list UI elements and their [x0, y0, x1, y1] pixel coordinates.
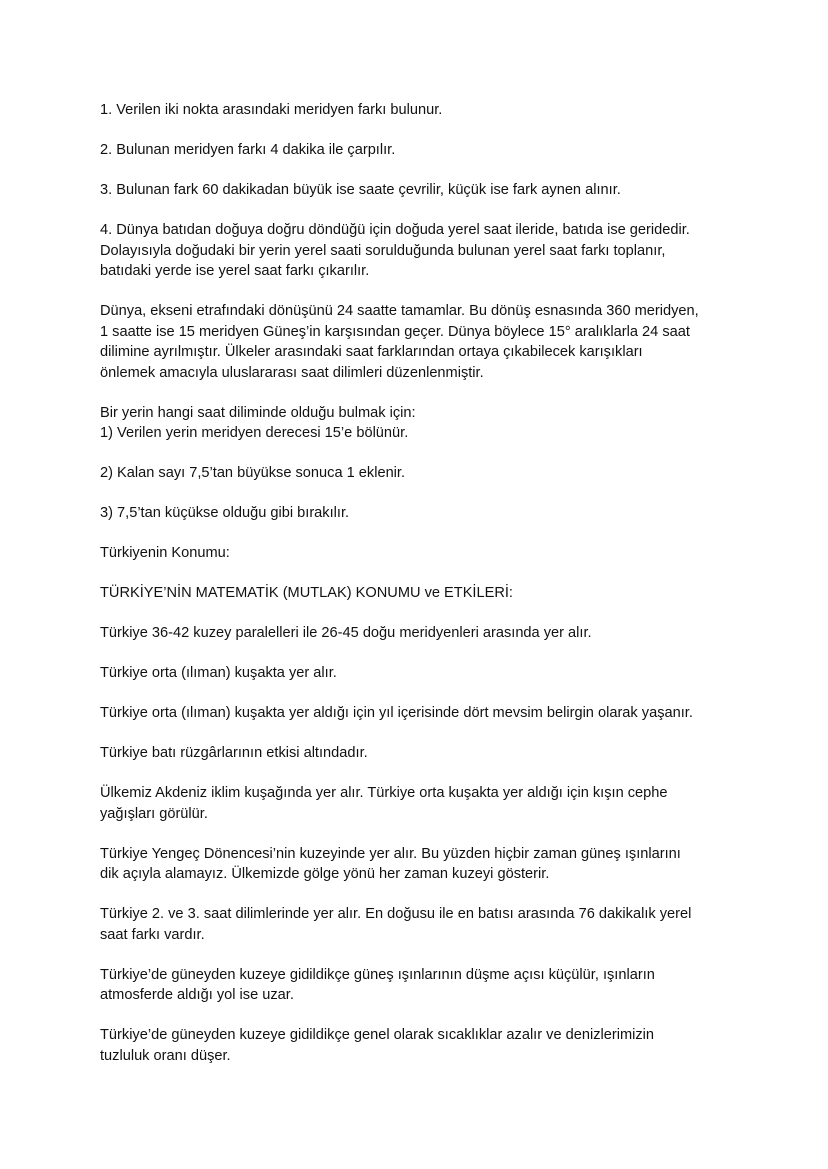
fact-paragraph: [100, 623, 740, 644]
section-heading: [100, 543, 740, 564]
text-line: 2) Kalan sayı 7,5’tan büyükse sonuca 1 eklenir.: [100, 465, 406, 481]
text-line: Türkiye’de güneyden kuzeye gidildikçe genel olarak sıcaklıklar azalır ve denizlerimizin: [100, 1027, 655, 1043]
text-line: Türkiye orta (ılıman) kuşakta yer alır.: [100, 665, 337, 681]
text-line: yağışları görülür.: [100, 805, 208, 822]
document-page: [100, 100, 740, 1086]
text-line: dilimine ayrılmıştır. Ülkeler arasındaki saat farklarından ortaya çıkabilecek karışıkları: [100, 344, 643, 360]
time-zones-paragraph: [100, 301, 740, 383]
text-line: Dünya, ekseni etrafındaki dönüşünü 24 saatte tamamlar. Bu dönüş esnasında 360 meridyen,: [100, 303, 699, 319]
fact-paragraph: [100, 965, 740, 1006]
text-line: Dolayısıyla doğudaki bir yerin yerel saati sorulduğunda bulunan yerel saat farkı toplanır,: [100, 242, 666, 259]
text-line: 4. Dünya batıdan doğuya doğru döndüğü için doğuda yerel saat ileride, batıda ise geridedir.: [100, 222, 690, 238]
text-line: 1 saatte ise 15 meridyen Güneş’in karşısından geçer. Dünya böylece 15° aralıklarla 24 saat: [100, 323, 690, 340]
text-line: 1. Verilen iki nokta arasındaki meridyen farkı bulunur.: [100, 102, 443, 118]
text-line: önlemek amacıyla uluslararası saat dilimleri düzenlenmiştir.: [100, 364, 484, 381]
text-line: 3. Bulunan fark 60 dakikadan büyük ise saate çevrilir, küçük ise fark aynen alınır.: [100, 182, 621, 198]
zone-step-2-paragraph: [100, 463, 740, 484]
text-line: Türkiye’de güneyden kuzeye gidildikçe güneş ışınlarının düşme açısı küçülür, ışınların: [100, 966, 655, 983]
text-line: atmosferde aldığı yol ise uzar.: [100, 987, 294, 1003]
step-4-paragraph: [100, 220, 740, 282]
fact-paragraph: [100, 703, 740, 724]
text-line: 2. Bulunan meridyen farkı 4 dakika ile çarpılır.: [100, 142, 396, 158]
text-line: dik açıyla alamayız. Ülkemizde gölge yönü her zaman kuzeyi gösterir.: [100, 866, 550, 882]
step-1-paragraph: [100, 100, 740, 121]
step-3-paragraph: [100, 180, 740, 201]
text-line: Türkiye Yengeç Dönencesi’nin kuzeyinde yer alır. Bu yüzden hiçbir zaman güneş ışınlarını: [100, 845, 681, 862]
text-line: Türkiyenin Konumu:: [100, 545, 230, 561]
text-line: Türkiye batı rüzgârlarının etkisi altındadır.: [100, 745, 368, 761]
text-line: Türkiye orta (ılıman) kuşakta yer aldığı için yıl içerisinde dört mevsim belirgin olarak yaşanır.: [100, 705, 693, 721]
fact-paragraph: [100, 1025, 740, 1066]
fact-paragraph: [100, 663, 740, 684]
text-line: TÜRKİYE’NİN MATEMATİK (MUTLAK) KONUMU ve ETKİLERİ:: [100, 585, 513, 601]
fact-paragraph: [100, 743, 740, 764]
step-2-paragraph: [100, 140, 740, 161]
fact-paragraph: [100, 844, 740, 885]
text-line: 1) Verilen yerin meridyen derecesi 15’e bölünür.: [100, 425, 409, 441]
text-line: batıdaki yerde ise yerel saat farkı çıkarılır.: [100, 263, 370, 279]
text-line: 3) 7,5’tan küçükse olduğu gibi bırakılır.: [100, 505, 350, 521]
text-line: tuzluluk oranı düşer.: [100, 1047, 231, 1064]
text-line: saat farkı vardır.: [100, 926, 205, 943]
zone-method-paragraph: [100, 403, 740, 444]
text-line: Türkiye 2. ve 3. saat dilimlerinde yer alır. En doğusu ile en batısı arasında 76 dakikalık yerel: [100, 906, 692, 922]
subsection-heading: [100, 583, 740, 604]
fact-paragraph: [100, 904, 740, 945]
text-line: Türkiye 36-42 kuzey paralelleri ile 26-45 doğu meridyenleri arasında yer alır.: [100, 625, 592, 641]
zone-step-3-paragraph: [100, 503, 740, 524]
text-line: Ülkemiz Akdeniz iklim kuşağında yer alır. Türkiye orta kuşakta yer aldığı için kışın cephe: [100, 785, 668, 801]
text-line: Bir yerin hangi saat diliminde olduğu bulmak için:: [100, 404, 416, 421]
fact-paragraph: [100, 783, 740, 824]
